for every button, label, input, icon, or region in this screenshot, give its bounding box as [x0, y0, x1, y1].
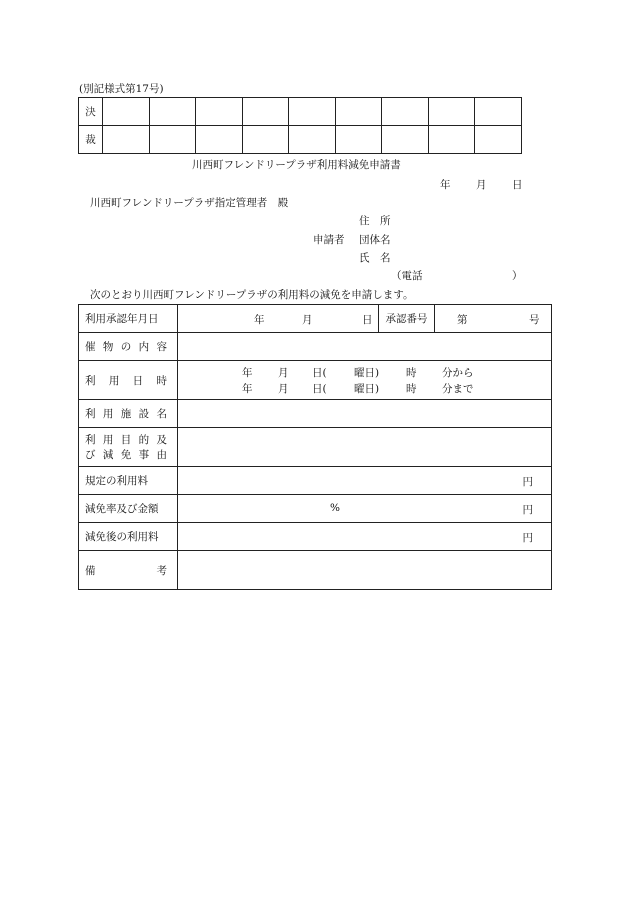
approval-year: 年: [254, 314, 265, 326]
after-fee-value[interactable]: [178, 523, 552, 551]
reduction-value[interactable]: [178, 495, 552, 523]
row-purpose: [79, 428, 552, 467]
stamp-cell: [289, 98, 336, 126]
dt2-weekday: 曜日): [354, 383, 380, 395]
row-datetime: [79, 361, 552, 400]
document-title: 川西町フレンドリープラザ利用料減免申請書: [192, 159, 401, 171]
form-number: (別記様式第17号): [79, 83, 164, 95]
applicant-role: 申請者: [313, 234, 345, 246]
row-facility: [79, 400, 552, 428]
after-fee-label: 減免後の利用料: [79, 523, 178, 551]
stamp-cell: [196, 126, 243, 154]
stamp-cell: [242, 126, 289, 154]
stamp-cell: [428, 126, 475, 154]
stamp-cell: [242, 98, 289, 126]
reduction-label: 減免率及び金額: [79, 495, 178, 523]
stamp-cell: [335, 126, 382, 154]
stamp-cell: [149, 98, 196, 126]
approval-label-bottom: 裁: [79, 126, 103, 154]
stamp-cell: [103, 126, 150, 154]
dt1-weekday: 曜日): [354, 367, 380, 379]
addressee: 川西町フレンドリープラザ指定管理者 殿: [90, 197, 289, 209]
dt1-day: 日(: [312, 367, 327, 379]
phone-open: （電話: [391, 270, 423, 282]
stamp-cell: [382, 126, 429, 154]
date-day: 日: [512, 179, 523, 191]
dt1-year: 年: [242, 367, 253, 379]
row-standard-fee: [79, 467, 552, 495]
approval-label-top: 決: [79, 98, 103, 126]
standard-fee-value[interactable]: [178, 467, 552, 495]
name-label: 氏 名: [359, 252, 391, 264]
standard-fee-unit: 円: [522, 476, 533, 488]
dt2-minute: 分まで: [442, 383, 474, 395]
stamp-cell: [382, 98, 429, 126]
purpose-value[interactable]: [178, 428, 552, 467]
stamp-cell: [289, 126, 336, 154]
intro-text: 次のとおり川西町フレンドリープラザの利用料の減免を申請します。: [90, 289, 414, 301]
dt1-minute: 分から: [442, 367, 474, 379]
stamp-cell: [475, 98, 522, 126]
row-after-fee: [79, 523, 552, 551]
dt1-month: 月: [278, 367, 289, 379]
approval-dai: 第: [457, 314, 468, 326]
event-value[interactable]: [178, 333, 552, 361]
event-label: 催 物 の 内 容: [85, 341, 167, 353]
dt2-month: 月: [278, 383, 289, 395]
date-year: 年: [440, 179, 451, 191]
stamp-cell: [196, 98, 243, 126]
stamp-cell: [149, 126, 196, 154]
after-fee-unit: 円: [522, 532, 533, 544]
approval-date-value[interactable]: [178, 305, 379, 333]
standard-fee-label: 規定の利用料: [79, 467, 178, 495]
remarks-label: 備 考: [85, 564, 167, 577]
reduction-percent: %: [330, 502, 340, 514]
reduction-unit: 円: [522, 504, 533, 516]
facility-label: 利 用 施 設 名: [85, 408, 167, 420]
row-remarks: [79, 551, 552, 590]
datetime-label: 利 用 日 時: [85, 374, 167, 387]
approval-go: 号: [529, 314, 540, 326]
dt2-year: 年: [242, 383, 253, 395]
approval-number-label: 承認番号: [379, 305, 435, 333]
phone-close: ）: [512, 270, 523, 282]
dt1-hour: 時: [406, 367, 417, 379]
facility-value[interactable]: [178, 400, 552, 428]
approval-day: 日: [362, 314, 373, 326]
address-label: 住 所: [359, 215, 391, 227]
dt2-day: 日(: [312, 383, 327, 395]
stamp-cell: [335, 98, 382, 126]
approval-stamp-grid: [78, 97, 522, 154]
remarks-value[interactable]: [178, 551, 552, 590]
datetime-value[interactable]: [178, 361, 552, 400]
approval-month: 月: [302, 314, 313, 326]
date-month: 月: [476, 179, 487, 191]
stamp-cell: [475, 126, 522, 154]
application-table: [78, 304, 552, 590]
stamp-cell: [428, 98, 475, 126]
approval-number-value[interactable]: [435, 305, 552, 333]
stamp-cell: [103, 98, 150, 126]
row-reduction: [79, 495, 552, 523]
row-approval-date: [79, 305, 552, 333]
purpose-label: 利 用 目 的 及 び 減 免 事 由: [79, 428, 178, 467]
row-event: [79, 333, 552, 361]
approval-date-label: 利用承認年月日: [79, 305, 178, 333]
group-label: 団体名: [359, 234, 391, 246]
dt2-hour: 時: [406, 383, 417, 395]
